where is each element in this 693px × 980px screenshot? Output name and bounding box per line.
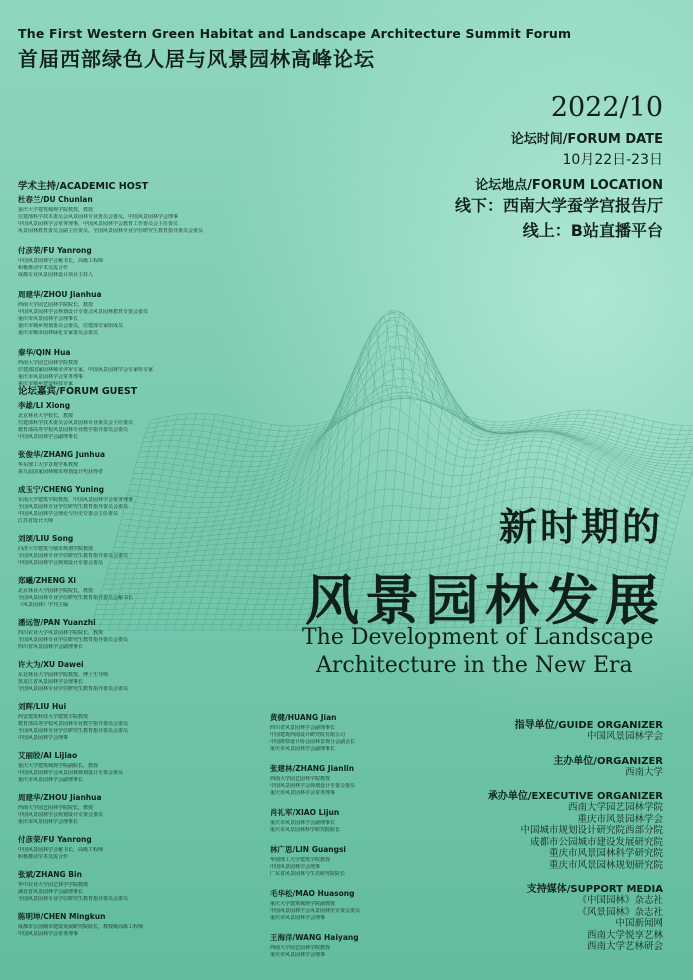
- person-title-line: 全国风景园林专业学位研究生教育指导委员会委员: [18, 637, 129, 643]
- headline-en-line1: The Development of Landscape: [302, 625, 654, 650]
- person-entry: [18, 289, 273, 337]
- forum-location-online: 线上：B站直播平台: [522, 221, 663, 240]
- person-name: 张斌/ZHANG Bin: [18, 870, 82, 879]
- person-entry: [18, 449, 273, 476]
- person-title-line: 教育部高等学校风景园林专业教学指导委员会委员: [18, 721, 129, 727]
- person-title-line: 积极推动学术交流合作: [18, 265, 69, 271]
- person-entry: [270, 807, 460, 834]
- person-title-line: 中国风景园林学会规划设计专委会委员: [18, 560, 104, 566]
- person-name: 林广思/LIN Guangsi: [270, 845, 346, 854]
- academic-host-heading: 学术主持/ACADEMIC HOST: [18, 181, 149, 192]
- person-title-line: 中国风景园林学会理事: [270, 864, 321, 870]
- guest-list-left: [18, 400, 273, 946]
- person-title-line: 湖北省风景园林学会副理事长: [18, 889, 84, 895]
- person-title-line: 华南理工大学建筑学院教授: [270, 857, 331, 863]
- person-name: 张建林/ZHANG Jianlin: [270, 764, 355, 773]
- person-title-line: 北京林业大学园林学院院长，教授: [18, 588, 94, 594]
- person-title-line: 中国风景园林学会秘书长，高级工程师: [18, 847, 104, 853]
- guest-list-right: [270, 712, 460, 969]
- person-name: 成玉宁/CHENG Yuning: [18, 485, 105, 494]
- person-title-line: 第九届国家园林城市规划设计奖获得者: [18, 469, 104, 475]
- organizer-list: [488, 716, 663, 962]
- person-title-line: 重庆市城乡建设科技专家: [18, 381, 74, 387]
- headline-cn-line2: 风景园林发展: [305, 569, 665, 632]
- person-title-line: 住建部科学技术委员会风景园林专业委员会主任委员: [18, 420, 134, 426]
- person-name: 张俊华/ZHANG Junhua: [18, 450, 106, 459]
- person-title-line: 全国风景园林专业学位研究生教育指导委员会委员: [18, 553, 129, 559]
- organizer-name: 成都市公园城市建设发展研究院: [529, 836, 663, 848]
- person-title-line: 江苏省设计大师: [18, 518, 54, 524]
- person-name: 杜春兰/DU Chunlan: [18, 195, 93, 204]
- person-title-line: 中国风景园林学会规划设计专委会委员: [18, 812, 104, 818]
- person-name: 李雄/LI Xiong: [18, 401, 71, 410]
- person-title-line: 全国风景园林专业学位研究生教育指导委员会委员: [18, 896, 129, 902]
- person-title-line: 中国风景园林学会规划设计专委会委员: [270, 783, 356, 789]
- person-title-line: 住建部国家园林城市评审专家，中国风景园林学会专家库专家: [18, 367, 154, 373]
- person-name: 周建华/ZHOU Jianhua: [18, 290, 102, 299]
- headline-en-line2: Architecture in the New Era: [316, 653, 633, 678]
- person-title-line: 西安建筑科技大学建筑学院教授: [18, 714, 89, 720]
- person-title-line: 中国风景园林学会常务理事，中国风景园林学会教育工作委员会主任委员: [18, 221, 179, 227]
- person-title-line: 《风景园林》学刊主编: [18, 602, 69, 608]
- person-title-line: 西南大学园艺园林学院院长，教授: [18, 302, 94, 308]
- person-title-line: 重庆市城乡规划委员会委员，住建部专家组成员: [18, 323, 124, 329]
- headline-cn-line1: 新时期的: [498, 505, 663, 549]
- person-entry: [18, 701, 273, 742]
- person-entry: [18, 533, 273, 567]
- person-name: 艾丽皎/AI Lijiao: [18, 751, 78, 760]
- person-name: 许大为/XU Dawei: [18, 660, 84, 669]
- person-title-line: 中国建筑西南设计研究院有限公司: [270, 732, 346, 738]
- person-title-line: 重庆市风景园林学会常务理事: [18, 374, 84, 380]
- person-title-line: 重庆市风景园林学会理事: [270, 915, 326, 921]
- person-entry: [270, 712, 460, 753]
- organizer-name: 重庆市风景园林学会: [577, 813, 663, 825]
- person-title-line: 风景园林教育委员会副主任委员，全国风景园林专业学位研究生教育指导委员会委员: [18, 228, 204, 234]
- organizer-label: 承办单位/EXECUTIVE ORGANIZER: [487, 791, 663, 802]
- person-title-line: 中国风景园林学会理论与历史专委会主任委员: [18, 511, 119, 517]
- person-title-line: 中国风景园林学会理事: [18, 735, 69, 741]
- person-title-line: 中国风景园林学会风景园林史专委会委员: [270, 908, 361, 914]
- person-title-line: 中国风景园林学会副理事长: [18, 434, 79, 440]
- person-title-line: 全国风景园林专业学位研究生教育指导委员会委员: [18, 504, 129, 510]
- person-entry: [270, 932, 460, 959]
- person-title-line: 中国风景园林学会秘书长，高级工程师: [18, 258, 104, 264]
- person-title-line: 重庆市风景园林学会副理事长: [270, 746, 336, 752]
- organizer-name: 西南大学: [624, 766, 663, 778]
- person-entry: [18, 911, 273, 938]
- organizer-name: 重庆市风景园林科学研究院: [548, 848, 663, 859]
- person-entry: [18, 834, 273, 861]
- academic-host-list: [18, 194, 273, 398]
- organizer-name: 中国新闻网: [615, 918, 663, 929]
- person-entry: [18, 575, 273, 609]
- forum-guest-heading: 论坛嘉宾/FORUM GUEST: [18, 386, 138, 397]
- organizer-name: 重庆市风景园林规划研究院: [548, 859, 663, 871]
- organizer-group: [488, 716, 663, 743]
- person-title-line: 重庆大学建筑城规学院教授，教授: [18, 207, 94, 213]
- organizer-name: 《风景园林》杂志社: [577, 906, 663, 918]
- person-entry: [18, 869, 273, 903]
- person-title-line: 华东理工大学景观学系教授: [18, 462, 79, 468]
- person-title-line: 全国风景园林专业学位研究生教育指导委员会委员: [18, 686, 129, 692]
- person-title-line: 中国风景园林学会风景园林规划设计专委会委员: [18, 770, 124, 776]
- person-title-line: 四川农业大学风景园林学院院长，教授: [18, 630, 104, 636]
- person-title-line: 东南大学建筑学院教授，中国风景园林学会常务理事: [18, 497, 134, 503]
- person-title-line: 重庆大学建筑城规学院副院长，教授: [18, 763, 99, 769]
- person-entry: [18, 659, 273, 693]
- organizer-label: 支持媒体/SUPPORT MEDIA: [526, 884, 663, 895]
- person-name: 郑曦/ZHENG Xi: [18, 576, 76, 585]
- forum-title-en: The First Western Green Habitat and Landscape Architecture Summit Forum: [18, 26, 572, 41]
- person-entry: [270, 763, 460, 797]
- person-title-line: 四川省风景园林学会副理事长: [18, 644, 84, 650]
- person-title-line: 中国风景园林学会常务理事: [18, 931, 79, 937]
- organizer-name: 《中国园林》杂志社: [577, 895, 663, 906]
- person-title-line: 成都市公园城市建设发展研究院院长，教授级高级工程师: [18, 924, 144, 930]
- person-entry: [18, 792, 273, 826]
- person-entry: [270, 844, 460, 878]
- person-entry: [18, 194, 273, 235]
- person-title-line: 广东省风景园林与生态研究院院长: [270, 871, 346, 877]
- organizer-group: [488, 787, 663, 871]
- organizer-group: [488, 880, 663, 953]
- person-entry: [18, 617, 273, 651]
- person-name: 刘晖/LIU Hui: [18, 702, 67, 711]
- person-name: 付彦荣/FU Yanrong: [18, 246, 92, 255]
- person-title-line: 重庆市风景园林学会常务理事: [270, 790, 336, 796]
- person-entry: [18, 400, 273, 441]
- person-title-line: 重庆市风景园林学会理事长: [18, 819, 79, 825]
- person-title-line: 中国勘察设计协会园林景观分会副会长: [270, 739, 356, 745]
- person-title-line: 重庆大学建筑城规学院副教授: [270, 901, 336, 907]
- organizer-name: 中国城市规划设计研究院西部分院: [520, 825, 663, 836]
- forum-title-cn: 首届西部绿色人居与风景园林高峰论坛: [18, 47, 375, 71]
- forum-location-label: 论坛地点/FORUM LOCATION: [475, 178, 663, 193]
- headline-en: [302, 624, 653, 680]
- person-title-line: 成都专业风景园林设计项目主持人: [18, 272, 94, 278]
- person-title-line: 西南大学园艺园林学院院长，教授: [18, 805, 94, 811]
- organizer-label: 指导单位/GUIDE ORGANIZER: [514, 720, 663, 731]
- person-entry: [270, 888, 460, 922]
- person-entry: [18, 750, 273, 784]
- person-title-line: 积极推动学术交流合作: [18, 854, 69, 860]
- organizer-label: 主办单位/ORGANIZER: [553, 755, 663, 767]
- person-title-line: 重庆市城市园林绿化专家委员会委员: [18, 330, 99, 336]
- person-name: 王海洋/WANG Haiyang: [270, 933, 359, 942]
- person-title-line: 全国风景园林专业学位研究生教育指导委员会委员: [18, 728, 129, 734]
- person-entry: [18, 484, 273, 525]
- person-title-line: 西南大学园艺园林学院教授: [270, 945, 331, 951]
- person-title-line: 四川省风景园林学会副理事长: [270, 725, 336, 731]
- forum-time-label: 论坛时间/FORUM DATE: [510, 132, 663, 147]
- person-name: 毛华松/MAO Huasong: [270, 889, 355, 898]
- person-title-line: 东北林业大学园林学院教授，博士生导师: [18, 672, 109, 678]
- person-entry: [18, 245, 273, 279]
- person-title-line: 全国风景园林专业学位研究生教育指导委员会秘书长: [18, 595, 134, 601]
- forum-location-offline: 线下：西南大学蚕学宫报告厅: [454, 196, 663, 215]
- person-title-line: 中国风景园林学会规划设计专委会风景园林教育专委会委员: [18, 309, 149, 315]
- person-name: 陈明坤/CHEN Mingkun: [18, 912, 106, 921]
- person-title-line: 黑龙江省风景园林学会理事长: [18, 679, 84, 685]
- person-title-line: 重庆市风景园林学会副理事长: [270, 820, 336, 826]
- person-name: 潘远智/PAN Yuanzhi: [18, 618, 96, 627]
- person-title-line: 西南大学园艺园林学院教授: [270, 776, 331, 782]
- person-name: 付彦荣/FU Yanrong: [18, 835, 92, 844]
- person-title-line: 重庆市风景园林学会理事: [270, 952, 326, 958]
- forum-time-value: 10月22日-23日: [562, 152, 663, 168]
- person-title-line: 西南大学园艺园林学院教授: [18, 360, 79, 366]
- person-name: 秦华/QIN Hua: [18, 348, 71, 357]
- organizer-group: [488, 752, 663, 779]
- person-title-line: 华中农业大学园艺林学学院教授: [18, 882, 89, 888]
- organizer-name: 西南大学园艺园林学院: [567, 802, 663, 813]
- organizer-name: 西南大学悦享艺林: [586, 929, 663, 941]
- organizer-name: 西南大学艺林研会: [586, 941, 663, 952]
- person-title-line: 重庆市风景园林学会副理事长: [18, 777, 84, 783]
- event-date: 2022/10: [550, 92, 663, 123]
- person-title-line: 住建部科学技术委员会风景园林专业委员会委员，中国风景园林学会理事: [18, 214, 179, 220]
- person-name: 黄健/HUANG Jian: [270, 713, 337, 722]
- person-title-line: 同济大学建筑与城市规划学院教授: [18, 546, 94, 552]
- person-name: 刘颂/LIU Song: [18, 534, 74, 543]
- organizer-name: 中国风景园林学会: [586, 731, 663, 742]
- person-title-line: 重庆市风景园林学会理事长: [18, 316, 79, 322]
- person-entry: [18, 347, 273, 388]
- person-name: 周建华/ZHOU Jianhua: [18, 793, 102, 802]
- person-title-line: 北京林业大学校长，教授: [18, 413, 74, 419]
- person-title-line: 重庆市风景园林科学研究院院长: [270, 827, 341, 833]
- person-name: 肖礼军/XIAO Lijun: [270, 808, 340, 817]
- person-title-line: 教育部高等学校风景园林专业教学指导委员会委员: [18, 427, 129, 433]
